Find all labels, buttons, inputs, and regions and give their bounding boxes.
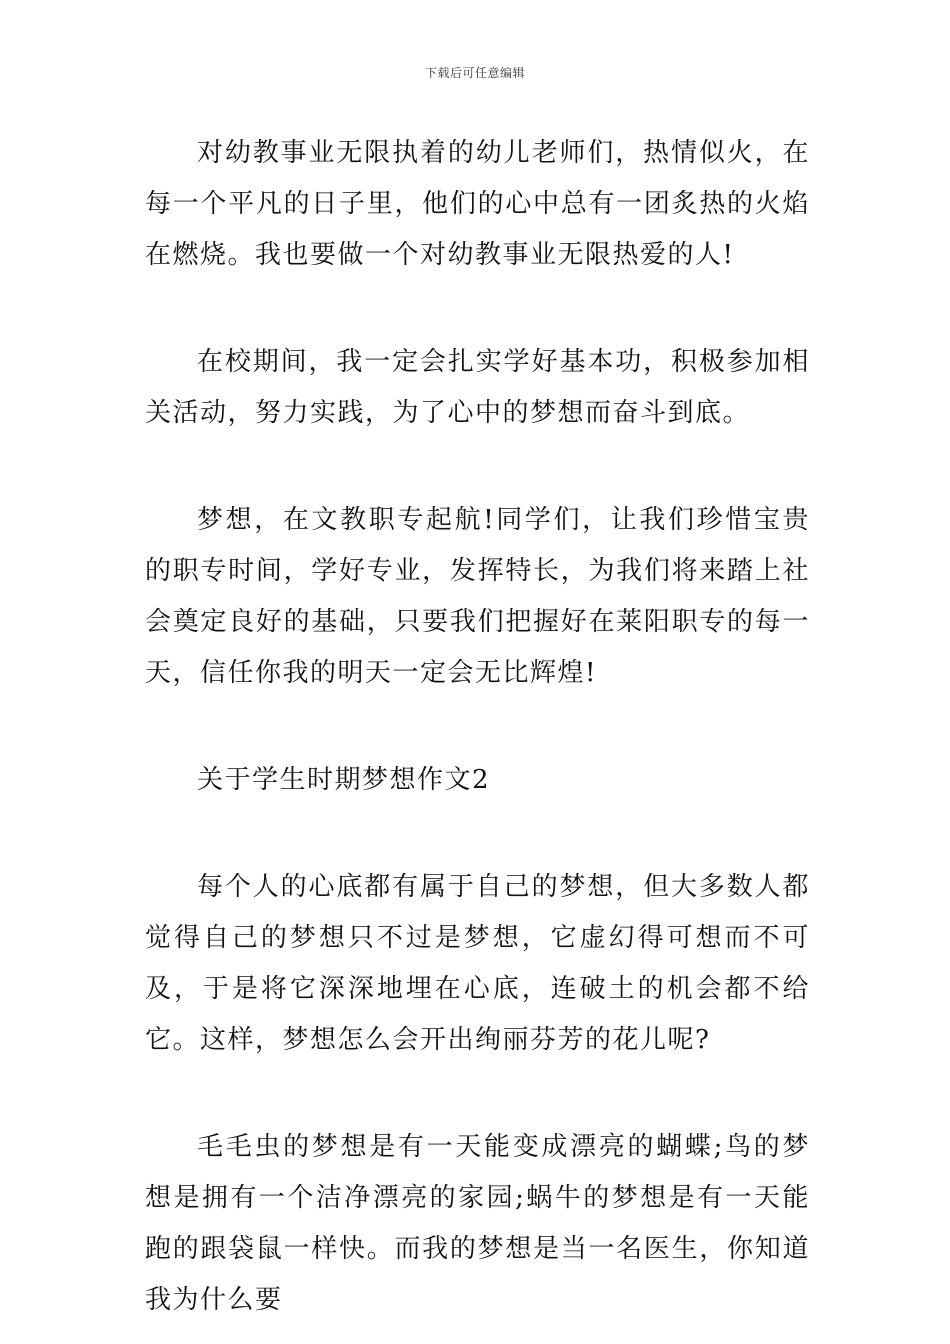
paragraph-2: 在校期间，我一定会扎实学好基本功，积极参加相关活动，努力实践，为了心中的梦想而奋斗到底。 (145, 347, 810, 428)
paragraph-3: 梦想，在文教职专起航!同学们，让我们珍惜宝贵的职专时间，学好专业，发挥特长，为我们将来踏上社会奠定良好的基础，只要我们把握好在莱阳职专的每一天，信任你我的明天一定会无比辉煌! (145, 505, 810, 688)
paragraph-5: 毛毛虫的梦想是有一天能变成漂亮的蝴蝶;鸟的梦想是拥有一个洁净漂亮的家园;蜗牛的梦想是有一天能跑的跟袋鼠一样快。而我的梦想是当一名医生，你知道我为什么要 (145, 1132, 810, 1315)
paragraph-1: 对幼教事业无限执着的幼儿老师们，热情似火，在每一个平凡的日子里，他们的心中总有一团炙热的火焰在燃烧。我也要做一个对幼教事业无限热爱的人! (145, 138, 810, 270)
section-title: 关于学生时期梦想作文2 (197, 765, 491, 795)
paragraph-4: 每个人的心底都有属于自己的梦想，但大多数人都觉得自己的梦想只不过是梦想，它虚幻得可想而不可及，于是将它深深地埋在心底，连破土的机会都不给它。这样，梦想怎么会开出绚丽芬芳的花儿呢? (145, 872, 810, 1055)
page-header-note: 下载后可任意编辑 (424, 66, 525, 80)
document-body (145, 128, 810, 1326)
